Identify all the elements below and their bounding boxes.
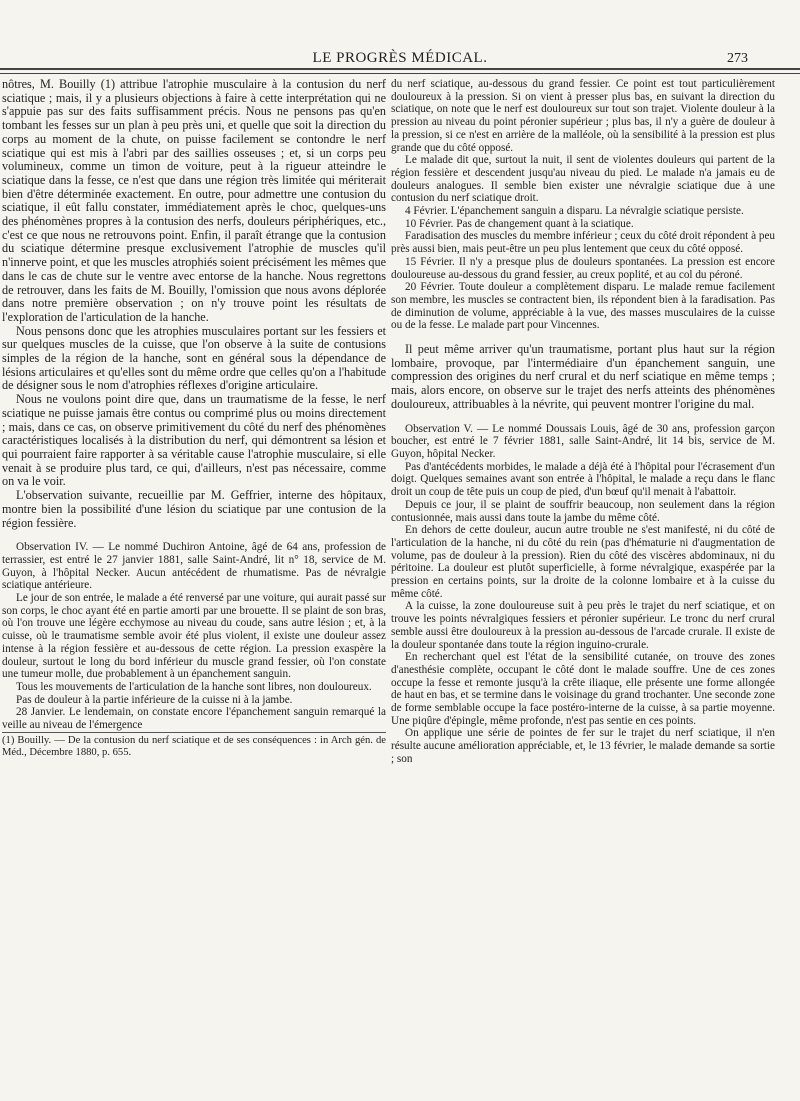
footnote: (1) Bouilly. — De la contusion du nerf sciatique et de ses conséquences : in Arch gén. de Méd., Décembre 1880, p. 655.: [2, 732, 386, 759]
paragraph: L'observation suivante, recueillie par M. Geffrier, interne des hôpitaux, montre bien la possibilité d'une lésion du sciatique par une contusion de la région fessière.: [2, 488, 386, 530]
left-column: [2, 78, 386, 1083]
observation-heading: Observation IV. — Le nommé Duchiron Antoine, âgé de 64 ans, profession de terrassier, est entré le 27 janvier 1881, salle Saint-André, lit n° 18, service de M. Guyon, à l'hôpital Necker. Aucun antécédent de rhumatisme. Pas de névralgie sciatique antérieure.: [2, 541, 386, 592]
paragraph: On applique une série de pointes de fer sur le trajet du nerf sciatique, il n'en résulte aucune amélioration appréciable, et, le 13 février, le malade demande sa sortie ; son: [391, 727, 775, 765]
page-header: [0, 48, 800, 70]
header-rule: [0, 68, 800, 74]
paragraph: nôtres, M. Bouilly (1) attribue l'atrophie musculaire à la contusion du nerf sciatique ; mais, il y a plusieurs objections à faire à cette interprétation qui ne s'appuie pas sur des faits suffisamment précis. Nous ne pensons pas qu'en tombant les fesses sur un plan à peu près uni, et quelle que soit la direction du corps au moment de la chute, on puisse facilement se contondre le nerf sciatique qui est mis à l'abri par des saillies osseuses ; et, si un corps peu volumineux, comme un timon de voiture, peut à la rigueur atteindre le sciatique dans la fesse, ce n'est que dans une région très limitée qui mériterait bien d'être déterminée exactement. En outre, pour admettre une contusion du sciatique, il eût fallu constater, immédiatement après le choc, quelques-uns des phénomènes propres à la contusion des nerfs, douleurs périphériques, etc., c'est ce que nous ne retrouvons point. Enfin, il paraît étrange que la contusion du sciatique détermine presque exclusivement l'atrophie de muscles qu'il n'innerve point, et que les muscles atrophiés soient précisément les mêmes que dans le cas de chute sur le ventre avec entorse de la hanche. Nous regrettons de retrouver, dans les faits de M. Bouilly, l'omission que nous avons déplorée dans notre première observation ; on n'y trouve point les résultats de l'exploration de l'articulation de la hanche.: [2, 78, 386, 324]
paragraph: 15 Février. Il n'y a presque plus de douleurs spontanées. La pression est encore douloureuse au-dessous du grand fessier, au creux poplité, et au col du péroné.: [391, 255, 775, 281]
paragraph: Faradisation des muscles du membre inférieur ; ceux du côté droit répondent à peu près aussi bien, mais peut-être un peu plus lentement que ceux du côté opposé.: [391, 230, 775, 256]
paragraph: Le jour de son entrée, le malade a été renversé par une voiture, qui aurait passé sur son corps, le choc ayant été en partie amorti par une brouette. Il se plaint de son bras, où l'on trouve une légère ecchymose au niveau du coude, sans autre lésion ; et, à la cuisse, où le traumatisme semble avoir été plus violent, il existe une douleur assez intense à la région fessière et au-dessous de cette région. La pression exaspère la douleur, surtout le long du bord inférieur du muscle grand fessier, où l'on constate une tumeur molle, due probablement à un épanchement sanguin.: [2, 592, 386, 681]
right-column: [391, 78, 775, 1083]
paragraph: Le malade dit que, surtout la nuit, il sent de violentes douleurs qui partent de la région fessière et descendent jusqu'au niveau du pied. Le malade n'a jamais eu de douleurs analogues. Il semble bien exister une névralgie sciatique due à une contusion du nerf sciatique droit.: [391, 154, 775, 205]
paragraph: Il peut même arriver qu'un traumatisme, portant plus haut sur la région lombaire, provoque, par l'intermédiaire d'un épanchement sanguin, une compression des origines du nerf crural et du nerf sciatique en même temps ; mais, alors encore, on observe sur le trajet des nerfs atteints des phénomènes douloureux, attribuables à la névrite, qui peuvent montrer l'origine du mal.: [391, 342, 775, 411]
paragraph: 20 Février. Toute douleur a complètement disparu. Le malade remue facilement son membre, les muscles se contractent bien, ils répondent bien à la faradisation. Pas de diminution de volume, appréciable à la vue, des masses musculaires de la cuisse ou de la fesse. Le malade part pour Vincennes.: [391, 281, 775, 332]
paragraph: du nerf sciatique, au-dessous du grand fessier. Ce point est tout particulièrement douloureux à la pression. Si on vient à presser plus bas, en suivant la direction du sciatique, on note que le nerf est douloureux sur tout son trajet. Violente douleur à la pression au niveau du point péronier supérieur ; plus bas, il n'y a guère de douleur à la pression, si ce n'est en arrière de la malléole, où la sensibilité à la pression est plus grande que du côté opposé.: [391, 78, 775, 154]
paragraph: En recherchant quel est l'état de la sensibilité cutanée, on trouve des zones d'anesthésie complète, occupant le côté dont le malade souffre. Une de ces zones occupe la fesse et remonte jusqu'à la crête iliaque, elle présente une forme allongée de haut en bas, et se termine dans le voisinage du grand trochanter. Une seconde zone de forme semblable occupe la face postéro-interne de la cuisse, à sa partie moyenne. Une piqûre d'épingle, même profonde, n'est pas sentie en ces points.: [391, 651, 775, 727]
page-number: 273: [727, 51, 748, 66]
paragraph: 28 Janvier. Le lendemain, on constate encore l'épanchement sanguin remarqué la veille au niveau de l'émergence: [2, 706, 386, 732]
paragraph: Pas de douleur à la partie inférieure de la cuisse ni à la jambe.: [16, 693, 293, 706]
paragraph: A la cuisse, la zone douloureuse suit à peu près le trajet du nerf sciatique, et on trouve les points névralgiques fessiers et péronier supérieur. Le tronc du nerf crural semble aussi être douloureux à la pression au-dessous de l'arcade crurale. Il existe de la douleur spontanée dans toute la région inguino-crurale.: [391, 600, 775, 651]
paragraph: Nous pensons donc que les atrophies musculaires portant sur les fessiers et sur quelques muscles de la cuisse, que l'on observe à la suite de contusions simples de la région de la hanche, sont en général sous la dépendance de lésions articulaires et qu'elles sont du même ordre que celles qu'on a l'habitude de désigner sous le nom d'atrophies réflexes d'origine articulaire.: [2, 323, 386, 393]
paragraph: Pas d'antécédents morbides, le malade a déjà été à l'hôpital pour l'écrasement d'un doigt. Quelques semaines avant son entrée à l'hôpital, le malade a reçu dans le flanc droit un coup de tête puis un coup de pied, d'un bœuf qu'il menait à l'abattoir.: [391, 460, 775, 499]
paragraph: Tous les mouvements de l'articulation de la hanche sont libres, non douloureux.: [16, 680, 372, 693]
paragraph: En dehors de cette douleur, aucun autre trouble ne s'est manifesté, ni du côté de l'articulation de la hanche, ni du côté du rein (pas d'hématurie ni d'augmentation de volume, pas de douleur à la pression). Rien du côté des viscères abdominaux, ni du péritoine. La douleur est plutôt superficielle, à forme névralgique, exaspérée par la pression en certains points, sur la droite de la colonne lombaire et à la cuisse du même côté.: [391, 524, 775, 600]
observation-heading: Observation V. — Le nommé Doussais Louis, âgé de 30 ans, profession garçon boucher, est entré le 7 février 1881, salle Saint-André, lit 14 bis, service de M. Guyon, hôpital Necker.: [391, 422, 775, 460]
paragraph: 10 Février. Pas de changement quant à la sciatique.: [405, 217, 634, 230]
paragraph: Depuis ce jour, il se plaint de souffrir beaucoup, non seulement dans la région contusionnée, mais aussi dans toute la jambe du même côté.: [391, 498, 775, 524]
paragraph: 4 Février. L'épanchement sanguin a disparu. La névralgie sciatique persiste.: [405, 205, 744, 218]
running-title: LE PROGRÈS MÉDICAL.: [312, 50, 488, 66]
paragraph: Nous ne voulons point dire que, dans un traumatisme de la fesse, le nerf sciatique ne puisse jamais être contus ou comprimé plus ou moins directement ; mais, dans ce cas, on observe primitivement du côté du nerf des phénomènes caractéristiques localisés à la distribution du nerf, qui démontrent sa lésion et qui pourraient faire rapporter à sa véritable cause l'atrophie musculaire, si elle venait à se produire plus tard, ce qui, d'ailleurs, n'est pas nécessaire, comme on va le voir.: [2, 392, 386, 489]
